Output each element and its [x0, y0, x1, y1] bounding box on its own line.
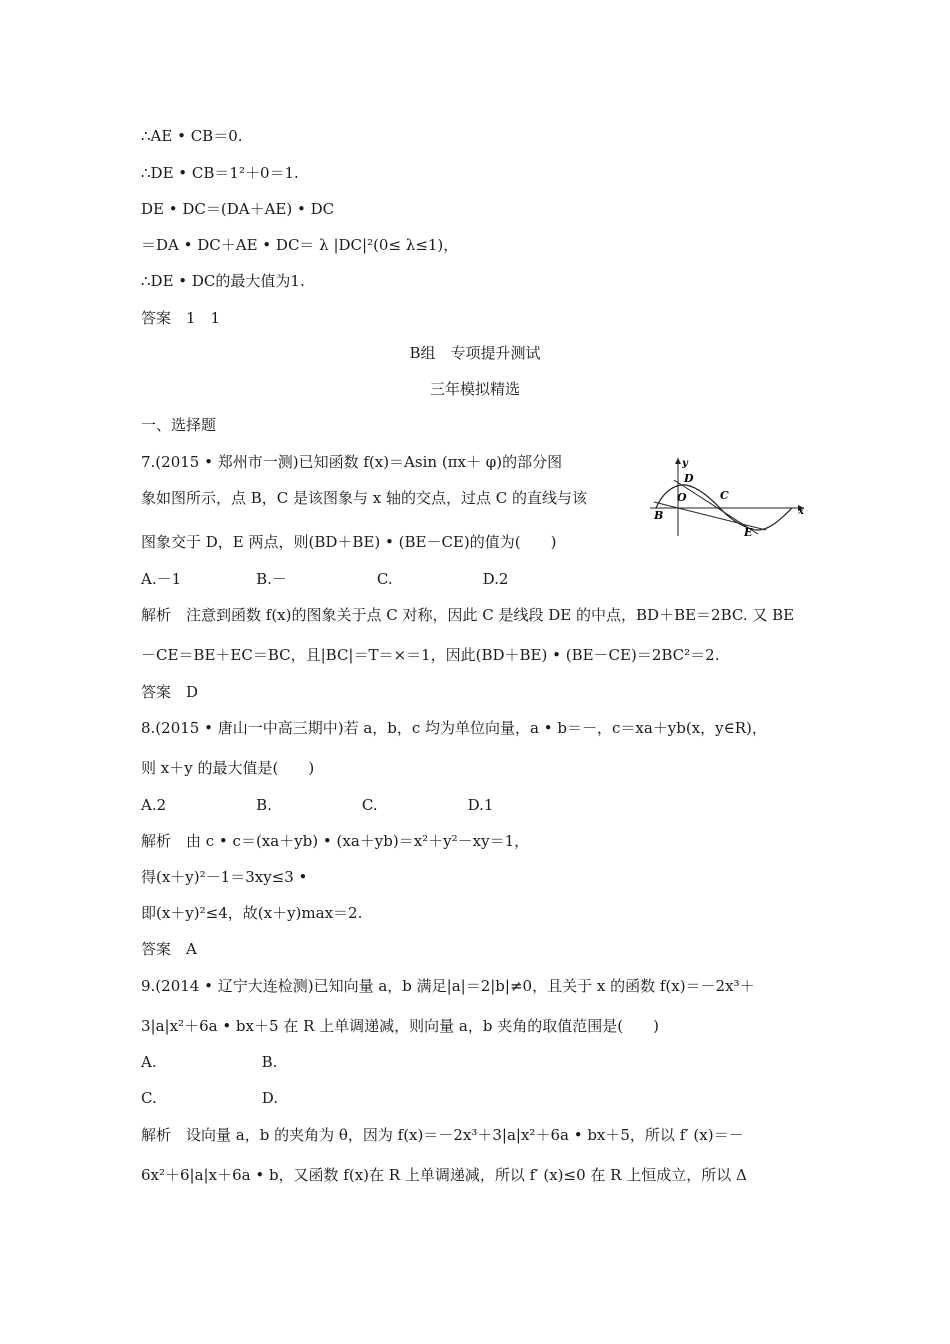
- q7-answer: 答案 D: [141, 683, 199, 701]
- q8-options: A.2 B. C. D.1: [141, 796, 494, 814]
- section-heading: B组 专项提升测试: [409, 344, 541, 362]
- line-4: ＝DA • DC＋AE • DC＝ λ |DC|²(0≤ λ≤1)，: [141, 236, 459, 254]
- subsection-heading: 三年模拟精选: [429, 380, 520, 398]
- answer-6: 答案 1 1: [141, 309, 221, 327]
- q8-analysis-3: 即(x＋y)²≤4，故(x＋y)max＝2.: [141, 904, 363, 922]
- q7-analysis-1: 解析 注意到函数 f(x)的图象关于点 C 对称，因此 C 是线段 DE 的中点，BD＋BE＝2BC. 又 BE: [141, 606, 795, 624]
- q8-line-1: 8.(2015 • 唐山一中高三期中)若 a，b，c 均为单位向量，a • b＝－，c＝xa＋yb(x，y∈R)，: [141, 719, 767, 737]
- q9-options-cd: C. D.: [141, 1089, 278, 1107]
- label-d: D: [684, 472, 694, 485]
- label-b: B: [654, 509, 664, 522]
- label-y: y: [682, 458, 688, 469]
- label-x: x: [798, 506, 804, 517]
- question-type-heading: 一、选择题: [141, 416, 217, 434]
- q7-analysis-2: －CE＝BE＋EC＝BC，且|BC|＝T＝×＝1，因此(BD＋BE) • (BE－CE)＝2BC²＝2.: [141, 646, 720, 664]
- line-1: ∴AE • CB＝0.: [141, 127, 243, 145]
- label-e: E: [744, 526, 753, 539]
- q8-answer: 答案 A: [141, 940, 197, 958]
- q7-line-1: 7.(2015 • 郑州市一测)已知函数 f(x)＝Asin (πx＋ φ)的部分图: [141, 453, 563, 471]
- q8-analysis-2: 得(x＋y)²－1＝3xy≤3 •: [141, 868, 308, 886]
- q9-analysis-2: 6x²＋6|a|x＋6a • b，又函数 f(x)在 R 上单调递减，所以 f′ (x)≤0 在 R 上恒成立，所以 Δ: [141, 1166, 747, 1184]
- q8-analysis-1: 解析 由 c • c＝(xa＋yb) • (xa＋yb)＝x²＋y²－xy＝1，: [141, 832, 530, 850]
- label-o: O: [677, 491, 687, 504]
- q7-line-3: 图象交于 D，E 两点，则(BD＋BE) • (BE－CE)的值为( ): [141, 533, 557, 551]
- line-2: ∴DE • CB＝1²＋0＝1.: [141, 164, 299, 182]
- sine-graph-figure: [648, 454, 808, 542]
- label-c: C: [720, 489, 729, 502]
- q7-line-2: 象如图所示，点 B，C 是该图象与 x 轴的交点，过点 C 的直线与该: [141, 489, 588, 507]
- y-axis-arrow: [675, 458, 681, 464]
- q8-line-2: 则 x＋y 的最大值是( ): [141, 759, 315, 777]
- line-5: ∴DE • DC的最大值为1.: [141, 272, 305, 290]
- line-3: DE • DC＝(DA＋AE) • DC: [141, 200, 335, 218]
- q9-analysis-1: 解析 设向量 a，b 的夹角为 θ，因为 f(x)＝－2x³＋3|a|x²＋6a • bx＋5，所以 f′ (x)＝－: [141, 1126, 744, 1144]
- q9-options-ab: A. B.: [141, 1053, 278, 1071]
- q9-line-1: 9.(2014 • 辽宁大连检测)已知向量 a，b 满足|a|＝2|b|≠0，且关于 x 的函数 f(x)＝－2x³＋: [141, 977, 755, 995]
- q9-line-2: 3|a|x²＋6a • bx＋5 在 R 上单调递减，则向量 a，b 夹角的取值范围是( ): [141, 1017, 659, 1035]
- q7-options: A.－1 B.－ C. D.2: [141, 570, 509, 588]
